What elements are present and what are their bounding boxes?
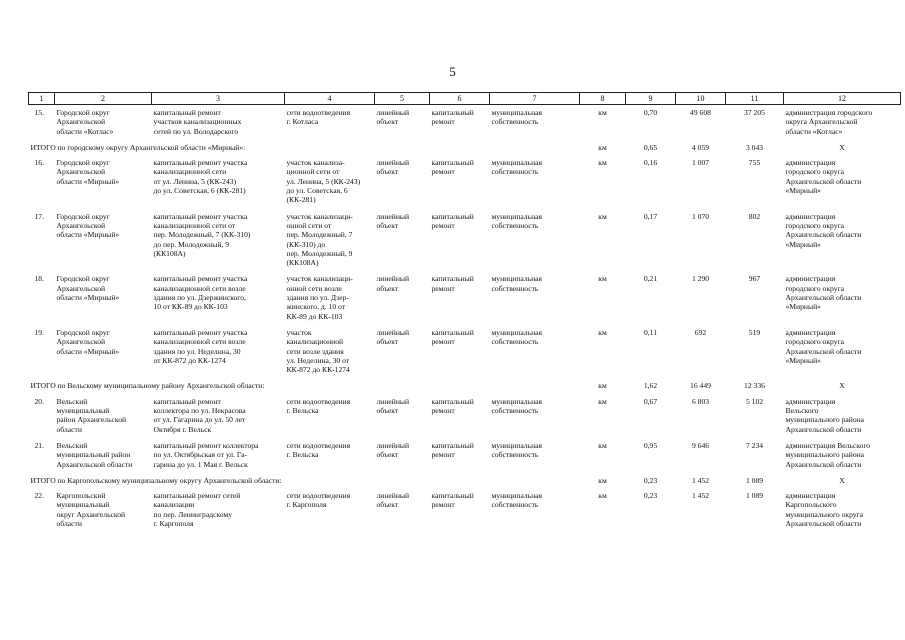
column-header: 7 bbox=[490, 93, 580, 105]
customer-cell: администрация Вельского муниципального района Архангельской области bbox=[785, 440, 871, 469]
municipality-cell: Городской округ Архангельской области «Мирный» bbox=[56, 211, 120, 240]
work-kind-cell: капитальный ремонт bbox=[431, 327, 474, 347]
budget-cell: 519 bbox=[748, 327, 761, 337]
object-type-cell: линейный объект bbox=[376, 158, 410, 177]
ownership-cell: муниципальная собственность bbox=[491, 158, 543, 177]
total-cost-cell: 692 bbox=[694, 327, 707, 337]
object-type-cell: линейный объект bbox=[376, 274, 410, 293]
table-row bbox=[29, 155, 901, 208]
work-kind-cell: капитальный ремонт bbox=[431, 108, 474, 127]
work-cell: капитальный ремонт участка канализационной сети возле здания по ул. Дзержинского, 10 от КК-89 до КК-103 bbox=[153, 274, 248, 312]
capacity-cell: 0,21 bbox=[643, 274, 658, 284]
municipality-cell: Каргопольский муниципальный округ Архангельской области bbox=[56, 491, 126, 528]
object-type-cell: линейный объект bbox=[376, 396, 410, 416]
unit-cell: км bbox=[598, 440, 607, 450]
budget-cell: 5 102 bbox=[745, 396, 764, 406]
unit-cell: км bbox=[598, 396, 607, 406]
object-cell: участок канализаци- онной сети от пер. Молодежный, 7 (КК-310) до пер. Молодежный, 9 (КК108А) bbox=[286, 211, 353, 268]
object-cell: сети водоотведения г. Вельска bbox=[286, 396, 351, 416]
ownership-cell: муниципальная собственность bbox=[491, 108, 543, 127]
object-type-cell: линейный объект bbox=[376, 440, 410, 460]
column-header: 3 bbox=[152, 93, 285, 105]
work-kind-cell: капитальный ремонт bbox=[431, 440, 474, 460]
row-number: 16. bbox=[34, 158, 44, 168]
work-cell: капитальный ремонт коллектора по ул. Октябрьская от ул. Га- гарина до ул. 1 Мая г. Вельск bbox=[153, 440, 259, 469]
municipality-cell: Городской округ Архангельской области «Мирный» bbox=[56, 158, 120, 186]
municipality-cell: Городской округ Архангельской области «Мирный» bbox=[56, 274, 120, 303]
total-cost-cell: 1 452 bbox=[691, 475, 710, 485]
customer-cell: Х bbox=[839, 142, 845, 152]
table-row bbox=[29, 271, 901, 324]
capacity-cell: 0,70 bbox=[643, 108, 658, 117]
object-cell: участок канализа- ционной сети от ул. Ленина, 5 (КК-243) до ул. Советская, 6 (КК-281) bbox=[286, 158, 361, 205]
total-row bbox=[29, 473, 901, 488]
column-header: 5 bbox=[375, 93, 430, 105]
unit-cell: км bbox=[598, 475, 607, 485]
customer-cell: Х bbox=[839, 475, 845, 485]
total-label: ИТОГО по Вельскому муниципальному району Архангельской области: bbox=[30, 381, 265, 391]
work-kind-cell: капитальный ремонт bbox=[431, 274, 474, 293]
unit-cell: км bbox=[598, 274, 607, 284]
total-cost-cell: 1 007 bbox=[691, 158, 710, 168]
row-number: 21. bbox=[34, 440, 44, 450]
column-header: 9 bbox=[626, 93, 676, 105]
customer-cell: Х bbox=[839, 381, 845, 391]
work-kind-cell: капитальный ремонт bbox=[431, 396, 474, 416]
customer-cell: администрация Вельского муниципального района Архангельской области bbox=[785, 396, 865, 434]
column-header: 10 bbox=[676, 93, 726, 105]
ownership-cell: муниципальная собственность bbox=[491, 491, 543, 510]
customer-cell: администрация Каргопольского муниципального округа Архангельской области bbox=[785, 491, 864, 528]
object-cell: сети водоотведения г. Вельска bbox=[286, 440, 351, 460]
object-type-cell: линейный объект bbox=[376, 327, 410, 347]
total-cost-cell: 9 646 bbox=[691, 440, 710, 450]
table-row bbox=[29, 394, 901, 438]
capacity-cell: 0,65 bbox=[643, 142, 658, 152]
capacity-cell: 0,23 bbox=[643, 475, 658, 485]
row-number: 15. bbox=[34, 108, 44, 117]
customer-cell: администрация городского округа Архангельской области «Мирный» bbox=[785, 274, 862, 312]
row-number: 17. bbox=[34, 211, 44, 221]
object-cell: сети водоотведения г. Каргополя bbox=[286, 491, 351, 510]
ownership-cell: муниципальная собственность bbox=[491, 274, 543, 293]
row-number: 22. bbox=[34, 491, 44, 501]
column-header: 4 bbox=[285, 93, 375, 105]
municipality-cell: Вельский муниципальный район Архангельской области bbox=[56, 396, 127, 434]
customer-cell: администрация городского округа Архангельской области «Мирный» bbox=[785, 327, 862, 365]
municipality-cell: Вельский муниципальный район Архангельской области bbox=[56, 440, 133, 469]
unit-cell: км bbox=[598, 381, 607, 391]
investment-table bbox=[28, 92, 901, 532]
object-type-cell: линейный объект bbox=[376, 108, 410, 127]
customer-cell: администрация городского округа Архангельской области «Мирный» bbox=[785, 211, 862, 249]
column-header: 1 bbox=[29, 93, 55, 105]
work-kind-cell: капитальный ремонт bbox=[431, 211, 474, 230]
total-cost-cell: 1 070 bbox=[691, 211, 710, 221]
ownership-cell: муниципальная собственность bbox=[491, 440, 543, 460]
total-cost-cell: 49 608 bbox=[690, 108, 711, 117]
total-label: ИТОГО по городскому округу Архангельской области «Мирный»: bbox=[30, 142, 246, 152]
budget-cell: 37 205 bbox=[744, 108, 765, 117]
row-number: 19. bbox=[34, 327, 44, 337]
row-number: 18. bbox=[34, 274, 44, 284]
table-row bbox=[29, 488, 901, 532]
column-number-header bbox=[29, 93, 901, 105]
total-cost-cell: 4 059 bbox=[691, 142, 710, 152]
total-row bbox=[29, 378, 901, 393]
unit-cell: км bbox=[598, 158, 607, 168]
capacity-cell: 1,62 bbox=[643, 381, 658, 391]
budget-cell: 1 089 bbox=[745, 475, 764, 485]
work-cell: капитальный ремонт коллектора по ул. Некрасова от ул. Гагарина до ул. 50 лет Октября г. Вельск bbox=[153, 396, 246, 434]
work-kind-cell: капитальный ремонт bbox=[431, 491, 474, 510]
capacity-cell: 0,11 bbox=[643, 327, 657, 337]
capacity-cell: 0,16 bbox=[643, 158, 658, 168]
capacity-cell: 0,67 bbox=[643, 396, 658, 406]
capacity-cell: 0,23 bbox=[643, 491, 658, 501]
object-cell: сети водоотведения г. Котласа bbox=[286, 108, 351, 127]
total-cost-cell: 1 452 bbox=[691, 491, 710, 501]
unit-cell: км bbox=[598, 211, 607, 221]
budget-cell: 7 234 bbox=[745, 440, 764, 450]
work-kind-cell: капитальный ремонт bbox=[431, 158, 474, 177]
total-cost-cell: 16 449 bbox=[690, 381, 711, 391]
total-cost-cell: 1 290 bbox=[691, 274, 710, 284]
work-cell: капитальный ремонт сетей канализации по пер. Ленинградскому г. Каргополя bbox=[153, 491, 241, 528]
budget-cell: 1 089 bbox=[745, 491, 764, 501]
budget-cell: 967 bbox=[748, 274, 761, 284]
budget-cell: 755 bbox=[748, 158, 761, 168]
work-cell: капитальный ремонт участка канализационной сети возле здания по ул. Неделина, 30 от КК-872 до КК-1274 bbox=[153, 327, 248, 365]
page-number: 5 bbox=[449, 64, 456, 79]
object-type-cell: линейный объект bbox=[376, 491, 410, 510]
row-number: 20. bbox=[34, 396, 44, 406]
unit-cell: км bbox=[598, 327, 607, 337]
column-header: 11 bbox=[726, 93, 784, 105]
budget-cell: 3 043 bbox=[745, 142, 764, 152]
unit-cell: км bbox=[598, 491, 607, 501]
customer-cell: администрация городского округа Архангельской области «Мирный» bbox=[785, 158, 862, 196]
ownership-cell: муниципальная собственность bbox=[491, 396, 543, 416]
table-row bbox=[29, 209, 901, 272]
column-header: 12 bbox=[784, 93, 901, 105]
column-header: 8 bbox=[580, 93, 626, 105]
capacity-cell: 0,95 bbox=[643, 440, 658, 450]
table-row bbox=[29, 438, 901, 473]
column-header: 2 bbox=[55, 93, 152, 105]
work-cell: капитальный ремонт участка канализационной сети от ул. Ленина, 5 (КК-243) до ул. Советская, 6 (КК-281) bbox=[153, 158, 248, 196]
total-cost-cell: 6 803 bbox=[691, 396, 710, 406]
object-type-cell: линейный объект bbox=[376, 211, 410, 230]
table-row bbox=[29, 325, 901, 378]
unit-cell: км bbox=[598, 142, 607, 152]
work-cell: капитальный ремонт участка канализационной сети от пер. Молодежный, 7 (КК-310) до пер. Молодежный, 9 (КК108А) bbox=[153, 211, 251, 258]
total-label: ИТОГО по Каргопольскому муниципальному округу Архангельской области: bbox=[30, 475, 282, 485]
municipality-cell: Городской округ Архангельской области «Котлас» bbox=[56, 108, 114, 136]
object-cell: участок канализационной сети возле здания ул. Неделина, 30 от КК-872 до КК-1274 bbox=[286, 327, 350, 375]
customer-cell: администрация городского округа Архангельской области «Котлас» bbox=[785, 108, 873, 136]
column-header: 6 bbox=[430, 93, 490, 105]
municipality-cell: Городской округ Архангельской области «Мирный» bbox=[56, 327, 120, 356]
ownership-cell: муниципальная собственность bbox=[491, 211, 543, 230]
ownership-cell: муниципальная собственность bbox=[491, 327, 543, 347]
unit-cell: км bbox=[598, 108, 607, 117]
work-cell: капитальный ремонт участков канализационных сетей по ул. Володарского bbox=[153, 108, 242, 136]
capacity-cell: 0,17 bbox=[643, 211, 658, 221]
table-row bbox=[29, 105, 901, 140]
budget-cell: 12 336 bbox=[744, 381, 765, 391]
total-row bbox=[29, 140, 901, 155]
budget-cell: 802 bbox=[748, 211, 761, 221]
object-cell: участок канализаци- онной сети возле здания по ул. Дзер- жинского, д. 10 от КК-89 до КК-103 bbox=[286, 274, 353, 321]
